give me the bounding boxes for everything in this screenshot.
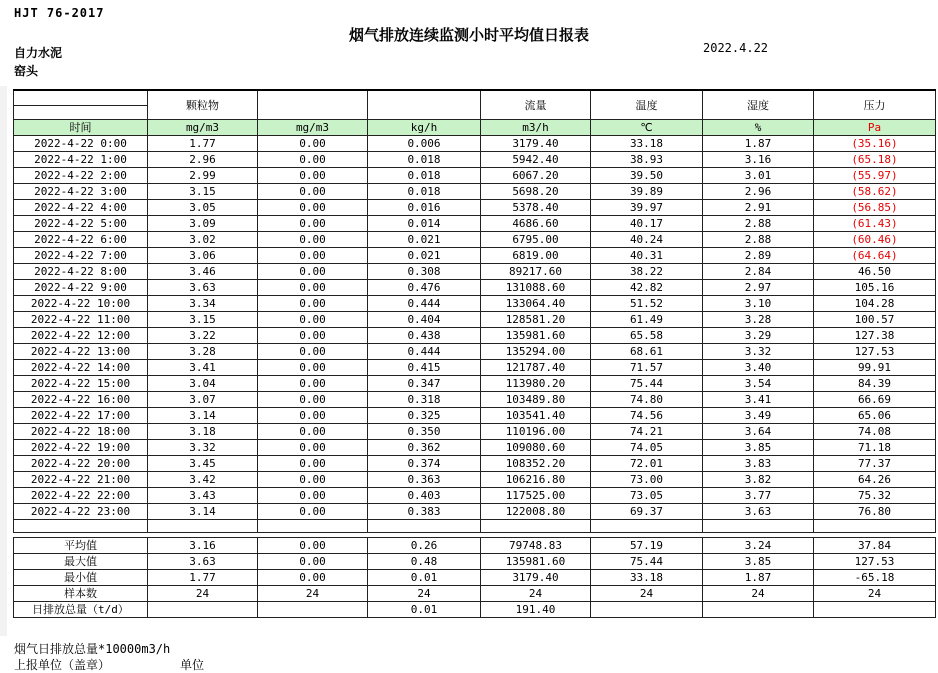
header-cell-pressure: 压力: [814, 90, 936, 120]
value-cell: 71.57: [591, 360, 703, 376]
value-cell: 103489.80: [481, 392, 591, 408]
value-cell: 3.41: [703, 392, 814, 408]
value-cell: 40.24: [591, 232, 703, 248]
summary-label-cell: 平均值: [14, 538, 148, 554]
unit-cell-m3h: m3/h: [481, 120, 591, 136]
value-cell: 1.77: [148, 136, 258, 152]
value-cell: 113980.20: [481, 376, 591, 392]
value-cell: (56.85): [814, 200, 936, 216]
value-cell: 6067.20: [481, 168, 591, 184]
value-cell: 0.00: [258, 296, 368, 312]
value-cell: [814, 602, 936, 618]
header-cell-empty: [14, 90, 148, 106]
value-cell: 73.05: [591, 488, 703, 504]
value-cell: 24: [814, 586, 936, 602]
value-cell: [258, 602, 368, 618]
value-cell: 51.52: [591, 296, 703, 312]
table-row: [14, 344, 936, 360]
value-cell: 38.93: [591, 152, 703, 168]
time-cell: 2022-4-22 10:00: [14, 296, 148, 312]
empty-separator-row: [14, 520, 936, 533]
value-cell: 103541.40: [481, 408, 591, 424]
time-cell: 2022-4-22 6:00: [14, 232, 148, 248]
value-cell: 3.77: [703, 488, 814, 504]
value-cell: 133064.40: [481, 296, 591, 312]
value-cell: 4686.60: [481, 216, 591, 232]
value-cell: 3.02: [148, 232, 258, 248]
header-row-1: [14, 90, 936, 106]
value-cell: 3.01: [703, 168, 814, 184]
value-cell: 3.16: [148, 538, 258, 554]
summary-label-cell: 样本数: [14, 586, 148, 602]
table-row: [14, 136, 936, 152]
summary-label-cell: 最大值: [14, 554, 148, 570]
reporting-unit-label: 上报单位（盖章）: [14, 658, 111, 672]
value-cell: 3.28: [703, 312, 814, 328]
value-cell: 127.53: [814, 344, 936, 360]
value-cell: 0.018: [368, 168, 481, 184]
table-row: [14, 472, 936, 488]
value-cell: 0.00: [258, 392, 368, 408]
value-cell: 3179.40: [481, 136, 591, 152]
value-cell: [703, 602, 814, 618]
value-cell: 110196.00: [481, 424, 591, 440]
value-cell: 3.32: [148, 440, 258, 456]
value-cell: 75.44: [591, 554, 703, 570]
value-cell: 75.44: [591, 376, 703, 392]
value-cell: 0.48: [368, 554, 481, 570]
header-cell-humidity: 湿度: [703, 90, 814, 120]
value-cell: 0.021: [368, 248, 481, 264]
value-cell: 66.69: [814, 392, 936, 408]
value-cell: 72.01: [591, 456, 703, 472]
value-cell: 3.18: [148, 424, 258, 440]
time-cell: 2022-4-22 8:00: [14, 264, 148, 280]
value-cell: 0.438: [368, 328, 481, 344]
table-row: [14, 216, 936, 232]
value-cell: 105.16: [814, 280, 936, 296]
unit-cell-kgh: kg/h: [368, 120, 481, 136]
value-cell: 5942.40: [481, 152, 591, 168]
summary-table: [13, 537, 936, 618]
table-row: [14, 504, 936, 520]
monitoring-point: 窑头: [14, 64, 39, 78]
value-cell: 3.43: [148, 488, 258, 504]
value-cell: 0.444: [368, 344, 481, 360]
value-cell: 106216.80: [481, 472, 591, 488]
table-row: [14, 168, 936, 184]
value-cell: 135294.00: [481, 344, 591, 360]
value-cell: 0.318: [368, 392, 481, 408]
value-cell: 0.00: [258, 168, 368, 184]
value-cell: 3.32: [703, 344, 814, 360]
value-cell: 128581.20: [481, 312, 591, 328]
value-cell: 0.018: [368, 184, 481, 200]
summary-label-cell: 日排放总量（t/d）: [14, 602, 148, 618]
table-row: [14, 554, 936, 570]
time-cell: 2022-4-22 2:00: [14, 168, 148, 184]
value-cell: 39.89: [591, 184, 703, 200]
value-cell: [148, 602, 258, 618]
value-cell: 0.325: [368, 408, 481, 424]
value-cell: 0.308: [368, 264, 481, 280]
value-cell: 0.00: [258, 472, 368, 488]
value-cell: 40.31: [591, 248, 703, 264]
time-cell: 2022-4-22 11:00: [14, 312, 148, 328]
value-cell: 127.38: [814, 328, 936, 344]
value-cell: 1.77: [148, 570, 258, 586]
unit-label: 单位: [180, 658, 205, 672]
value-cell: 0.404: [368, 312, 481, 328]
value-cell: 0.00: [258, 328, 368, 344]
value-cell: 3.34: [148, 296, 258, 312]
value-cell: 3.14: [148, 504, 258, 520]
value-cell: 64.26: [814, 472, 936, 488]
header-cell-temperature: 温度: [591, 90, 703, 120]
value-cell: 0.018: [368, 152, 481, 168]
unit-cell-celsius: ℃: [591, 120, 703, 136]
value-cell: 0.00: [258, 424, 368, 440]
value-cell: 0.00: [258, 344, 368, 360]
table-row: [14, 408, 936, 424]
value-cell: 3.46: [148, 264, 258, 280]
value-cell: 127.53: [814, 554, 936, 570]
value-cell: 0.403: [368, 488, 481, 504]
value-cell: 68.61: [591, 344, 703, 360]
value-cell: 2.88: [703, 232, 814, 248]
value-cell: 3179.40: [481, 570, 591, 586]
value-cell: 3.41: [148, 360, 258, 376]
table-row: [14, 376, 936, 392]
table-row: [14, 152, 936, 168]
value-cell: 117525.00: [481, 488, 591, 504]
value-cell: 74.80: [591, 392, 703, 408]
unit-cell-percent: %: [703, 120, 814, 136]
value-cell: 3.40: [703, 360, 814, 376]
time-cell: 2022-4-22 20:00: [14, 456, 148, 472]
value-cell: [591, 602, 703, 618]
value-cell: 0.014: [368, 216, 481, 232]
value-cell: 0.016: [368, 200, 481, 216]
value-cell: 3.85: [703, 554, 814, 570]
value-cell: 104.28: [814, 296, 936, 312]
time-cell: 2022-4-22 15:00: [14, 376, 148, 392]
value-cell: 3.63: [148, 554, 258, 570]
value-cell: 2.88: [703, 216, 814, 232]
value-cell: 0.00: [258, 440, 368, 456]
unit-cell-pa: Pa: [814, 120, 936, 136]
value-cell: 65.58: [591, 328, 703, 344]
value-cell: 3.15: [148, 312, 258, 328]
table-row: [14, 232, 936, 248]
value-cell: 74.08: [814, 424, 936, 440]
value-cell: 0.00: [258, 538, 368, 554]
table-row: [14, 296, 936, 312]
table-row: [14, 488, 936, 504]
table-row: [14, 248, 936, 264]
value-cell: 3.06: [148, 248, 258, 264]
table-row: [14, 456, 936, 472]
value-cell: 3.28: [148, 344, 258, 360]
value-cell: 0.00: [258, 248, 368, 264]
value-cell: 24: [368, 586, 481, 602]
value-cell: 3.64: [703, 424, 814, 440]
value-cell: (65.18): [814, 152, 936, 168]
time-cell: 2022-4-22 18:00: [14, 424, 148, 440]
value-cell: 38.22: [591, 264, 703, 280]
value-cell: 3.85: [703, 440, 814, 456]
time-cell: 2022-4-22 13:00: [14, 344, 148, 360]
value-cell: 69.37: [591, 504, 703, 520]
value-cell: 109080.60: [481, 440, 591, 456]
value-cell: 6795.00: [481, 232, 591, 248]
value-cell: 0.00: [258, 280, 368, 296]
header-cell-blank-1: [258, 90, 368, 120]
value-cell: 0.00: [258, 136, 368, 152]
table-row: [14, 602, 936, 618]
value-cell: 46.50: [814, 264, 936, 280]
value-cell: 3.29: [703, 328, 814, 344]
value-cell: 24: [481, 586, 591, 602]
time-cell: 2022-4-22 17:00: [14, 408, 148, 424]
value-cell: 0.476: [368, 280, 481, 296]
unit-cell-mgm3: mg/m3: [258, 120, 368, 136]
unit-cell-time: 时间: [14, 120, 148, 136]
value-cell: 24: [703, 586, 814, 602]
value-cell: 6819.00: [481, 248, 591, 264]
value-cell: 2.84: [703, 264, 814, 280]
value-cell: 3.04: [148, 376, 258, 392]
value-cell: 3.42: [148, 472, 258, 488]
value-cell: 2.97: [703, 280, 814, 296]
value-cell: (55.97): [814, 168, 936, 184]
value-cell: 42.82: [591, 280, 703, 296]
value-cell: 74.05: [591, 440, 703, 456]
value-cell: 84.39: [814, 376, 936, 392]
value-cell: 61.49: [591, 312, 703, 328]
table-row: [14, 440, 936, 456]
table-row: [14, 538, 936, 554]
value-cell: 0.00: [258, 376, 368, 392]
header-cell-blank-2: [368, 90, 481, 120]
value-cell: 3.05: [148, 200, 258, 216]
time-cell: 2022-4-22 14:00: [14, 360, 148, 376]
value-cell: 3.10: [703, 296, 814, 312]
value-cell: 3.83: [703, 456, 814, 472]
value-cell: 0.00: [258, 488, 368, 504]
value-cell: 3.63: [148, 280, 258, 296]
time-cell: 2022-4-22 5:00: [14, 216, 148, 232]
time-cell: 2022-4-22 1:00: [14, 152, 148, 168]
table-row: [14, 312, 936, 328]
value-cell: 0.444: [368, 296, 481, 312]
value-cell: 0.021: [368, 232, 481, 248]
value-cell: 3.24: [703, 538, 814, 554]
header-cell-particulate: 颗粒物: [148, 90, 258, 120]
value-cell: 3.09: [148, 216, 258, 232]
time-cell: 2022-4-22 22:00: [14, 488, 148, 504]
company-name: 自力水泥: [14, 46, 63, 60]
value-cell: 24: [148, 586, 258, 602]
unit-cell-mgm3: mg/m3: [148, 120, 258, 136]
value-cell: 73.00: [591, 472, 703, 488]
time-cell: 2022-4-22 3:00: [14, 184, 148, 200]
value-cell: 100.57: [814, 312, 936, 328]
value-cell: 2.99: [148, 168, 258, 184]
value-cell: 0.00: [258, 216, 368, 232]
value-cell: 71.18: [814, 440, 936, 456]
value-cell: 75.32: [814, 488, 936, 504]
unit-row: [14, 120, 936, 136]
time-cell: 2022-4-22 21:00: [14, 472, 148, 488]
value-cell: 131088.60: [481, 280, 591, 296]
table-row: [14, 424, 936, 440]
value-cell: -65.18: [814, 570, 936, 586]
value-cell: (61.43): [814, 216, 936, 232]
value-cell: 33.18: [591, 570, 703, 586]
time-cell: 2022-4-22 12:00: [14, 328, 148, 344]
value-cell: (60.46): [814, 232, 936, 248]
table-row: [14, 280, 936, 296]
value-cell: 2.91: [703, 200, 814, 216]
value-cell: 0.00: [258, 456, 368, 472]
value-cell: 3.45: [148, 456, 258, 472]
table-row: [14, 200, 936, 216]
value-cell: 3.15: [148, 184, 258, 200]
value-cell: 0.374: [368, 456, 481, 472]
value-cell: 3.82: [703, 472, 814, 488]
table-row: [14, 184, 936, 200]
value-cell: 121787.40: [481, 360, 591, 376]
report-title: 烟气排放连续监测小时平均值日报表: [348, 26, 589, 44]
value-cell: 3.22: [148, 328, 258, 344]
value-cell: 0.01: [368, 570, 481, 586]
report-date: 2022.4.22: [703, 41, 769, 55]
value-cell: 5378.40: [481, 200, 591, 216]
value-cell: 2.96: [703, 184, 814, 200]
value-cell: 191.40: [481, 602, 591, 618]
value-cell: (58.62): [814, 184, 936, 200]
table-row: [14, 328, 936, 344]
hourly-data-table: [13, 89, 936, 533]
header-cell-flow: 流量: [481, 90, 591, 120]
report-table-area: [13, 89, 936, 618]
time-cell: 2022-4-22 19:00: [14, 440, 148, 456]
time-cell: 2022-4-22 9:00: [14, 280, 148, 296]
value-cell: 0.00: [258, 152, 368, 168]
value-cell: 135981.60: [481, 328, 591, 344]
value-cell: 108352.20: [481, 456, 591, 472]
value-cell: 3.07: [148, 392, 258, 408]
value-cell: (64.64): [814, 248, 936, 264]
page-left-edge: [0, 86, 7, 636]
value-cell: 3.54: [703, 376, 814, 392]
value-cell: 0.383: [368, 504, 481, 520]
value-cell: 2.96: [148, 152, 258, 168]
value-cell: 65.06: [814, 408, 936, 424]
standard-code: HJT 76-2017: [14, 6, 105, 20]
value-cell: 3.49: [703, 408, 814, 424]
value-cell: (35.16): [814, 136, 936, 152]
time-cell: 2022-4-22 23:00: [14, 504, 148, 520]
value-cell: 89217.60: [481, 264, 591, 280]
table-row: [14, 570, 936, 586]
value-cell: 39.50: [591, 168, 703, 184]
value-cell: 1.87: [703, 570, 814, 586]
value-cell: 0.006: [368, 136, 481, 152]
value-cell: 0.00: [258, 232, 368, 248]
value-cell: 79748.83: [481, 538, 591, 554]
value-cell: 3.16: [703, 152, 814, 168]
value-cell: 0.00: [258, 312, 368, 328]
value-cell: 0.350: [368, 424, 481, 440]
time-cell: 2022-4-22 16:00: [14, 392, 148, 408]
value-cell: 2.89: [703, 248, 814, 264]
value-cell: 0.363: [368, 472, 481, 488]
value-cell: 24: [258, 586, 368, 602]
value-cell: 0.00: [258, 360, 368, 376]
value-cell: 0.26: [368, 538, 481, 554]
time-cell: 2022-4-22 7:00: [14, 248, 148, 264]
header-cell-empty: [14, 106, 148, 120]
value-cell: 135981.60: [481, 554, 591, 570]
value-cell: 0.01: [368, 602, 481, 618]
value-cell: 0.347: [368, 376, 481, 392]
value-cell: 74.21: [591, 424, 703, 440]
time-cell: 2022-4-22 0:00: [14, 136, 148, 152]
summary-label-cell: 最小值: [14, 570, 148, 586]
value-cell: 33.18: [591, 136, 703, 152]
value-cell: 37.84: [814, 538, 936, 554]
value-cell: 0.00: [258, 554, 368, 570]
value-cell: 0.00: [258, 570, 368, 586]
value-cell: 0.415: [368, 360, 481, 376]
flow-total-note: 烟气日排放总量*10000m3/h: [14, 642, 171, 656]
value-cell: 40.17: [591, 216, 703, 232]
value-cell: 3.14: [148, 408, 258, 424]
table-row: [14, 392, 936, 408]
value-cell: 1.87: [703, 136, 814, 152]
value-cell: 24: [591, 586, 703, 602]
table-row: [14, 264, 936, 280]
value-cell: 0.00: [258, 200, 368, 216]
value-cell: 0.00: [258, 184, 368, 200]
value-cell: 122008.80: [481, 504, 591, 520]
value-cell: 76.80: [814, 504, 936, 520]
value-cell: 0.00: [258, 408, 368, 424]
value-cell: 77.37: [814, 456, 936, 472]
value-cell: 99.91: [814, 360, 936, 376]
value-cell: 0.362: [368, 440, 481, 456]
value-cell: 39.97: [591, 200, 703, 216]
time-cell: 2022-4-22 4:00: [14, 200, 148, 216]
value-cell: 3.63: [703, 504, 814, 520]
value-cell: 57.19: [591, 538, 703, 554]
value-cell: 0.00: [258, 264, 368, 280]
value-cell: 5698.20: [481, 184, 591, 200]
value-cell: 74.56: [591, 408, 703, 424]
table-row: [14, 360, 936, 376]
table-row: [14, 586, 936, 602]
value-cell: 0.00: [258, 504, 368, 520]
